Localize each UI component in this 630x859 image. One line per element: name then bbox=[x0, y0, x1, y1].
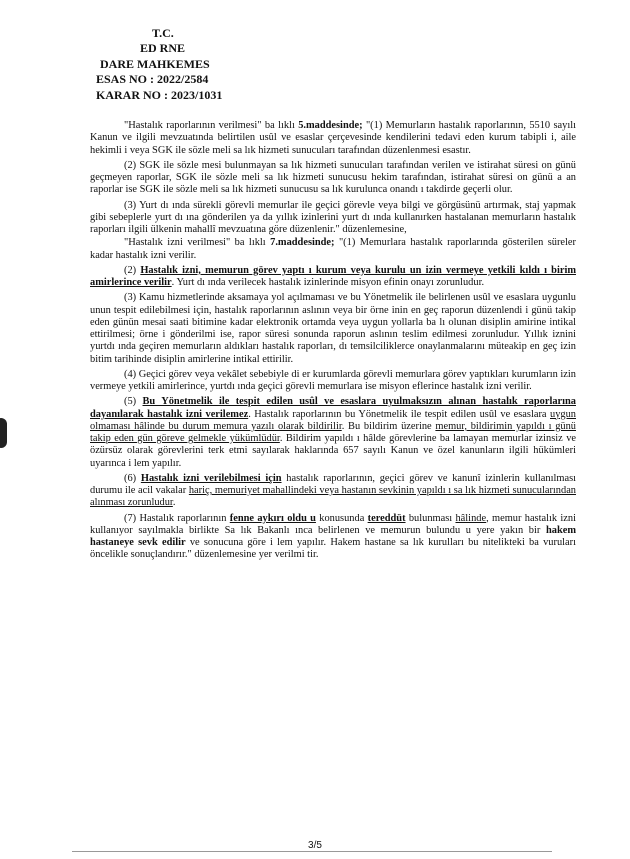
text-run: . bbox=[172, 497, 176, 509]
paragraph bbox=[90, 396, 576, 470]
text-run: (3) Yurt dı ında sürekli görevli memurlar ile geçici görevle veya bilgi ve görgüsünü artırmak, staj yapmak gibi sebeplerle yurt dı ına gönderilen ya da yıllık izinlerini yurt dı ında kullanırken hastalanan memurların hastalık raporları ilgili ülkenin mahallî mevzuatına göre düzenlenir." düzenlemesine, bbox=[90, 199, 576, 235]
page-edge-hole-mark bbox=[0, 418, 7, 448]
footer-rule bbox=[72, 851, 552, 852]
article-ref-7: 7.maddesinde; bbox=[270, 237, 335, 249]
text-run: (2) SGK ile sözle mesi bulunmayan sa lık hizmeti sunucuları tarafından verilen ve istirahat süresi on günü geçmeyen raporlar, SGK ile sözle meli sa lık hizmeti sunucusu hekim tarafından, istirahat süresi on günü a an raporlar ise SGK ile sözle meli sa lık hizmeti sunucusu sa lık kurulunca onandı ı takdirde geçerli olur. bbox=[90, 159, 576, 196]
underlined-text: hâlinde bbox=[455, 512, 487, 524]
text-run: konusunda bbox=[315, 512, 368, 524]
emphasized-text: Hastalık izni, memurun görev yaptı ı kurum veya kurulu un izin vermeye yetkili kıldı ı birim amirlerince verilir bbox=[90, 264, 577, 288]
paragraph bbox=[90, 200, 576, 237]
paragraph bbox=[90, 369, 576, 394]
paragraph bbox=[90, 292, 576, 366]
text-run: bulunması bbox=[405, 512, 456, 524]
text-run: , memur hastalık izni kullanıyor sayılmakla birlikte Sa lık Bakanlı ınca belirlenen ve memurun bulundu u yere yakın bir bbox=[90, 512, 576, 536]
paragraph bbox=[90, 120, 576, 157]
text-run: . Yurt dı ında verilecek hastalık izinlerinde misyon efinin onayı zorunludur. bbox=[171, 277, 485, 288]
text-run: . Bildirim yapıldı ı hâlde görevlerine ba lamayan memurlar izinsiz ve özürsüz olarak görevlerini terk etmi sayılarak haklarında 657 sayılı Kanun ve özel kanunların ilgili hükümleri uyarınca i lem yapılır. bbox=[90, 433, 577, 469]
paragraph bbox=[90, 513, 576, 562]
document-body bbox=[90, 120, 576, 565]
emphasized-text: Hastalık izni verilebilmesi için bbox=[140, 472, 282, 484]
emphasized-text: Bu Yönetmelik ile tespit edilen usûl ve esaslara uyulmaksızın alınan hastalık raporlarına dayanılarak hastalık izni verilemez bbox=[90, 396, 576, 420]
header-court-name: DARE MAHKEMES bbox=[100, 56, 210, 71]
emphasized-text: tereddüt bbox=[367, 512, 406, 524]
text-run: hastalık raporlarının, geçici görev ve kanunî izinlerin kullanılması durumu ile acil vakalar bbox=[90, 472, 576, 496]
paragraph bbox=[90, 265, 576, 290]
page-number: 3/5 bbox=[308, 840, 322, 851]
esas-no-row bbox=[96, 72, 222, 87]
text-run: ve sonucuna göre i lem yapılır. Hakem hastane sa lık kurulları bu nitelikteki ba vuruları öncelikle sonuçlandırır." düzenlemesine yer verilmi tir. bbox=[90, 537, 576, 561]
header-tc: T.C. bbox=[152, 26, 174, 40]
text-run: "Hastalık raporlarının verilmesi" ba lıklı bbox=[124, 120, 299, 131]
text-run: (3) Kamu hizmetlerinde aksamaya yol açılmaması ve bu Yönetmelik ile belirlenen usûl ve esaslara uygunlu unun tespit edilebilmesi için, hastalık raporlarının aslının veya bir örne inin en geç raporun düzenlendi i günü takip eden günün mesai saati bitimine kadar elektronik ortamda veya uygun yollarla ba lı olunan disiplin amirine intikal ettirilmesi; örne i gönderilmi ise, rapor süresi sonunda raporun aslının teslim edilmesi zorunludur. Yıllık iznini yurtdı ında geçiren memurların aldıkları hastalık raporları, dı temsilciliklerce onaylanmalarını müteakip en geç izin bitim tarihinde disiplin amirlerine intikal ettirilir. bbox=[90, 292, 576, 365]
text-run: . Hastalık raporlarının bu Yönetmelik ile tespit edilen usûl ve esaslara bbox=[248, 408, 551, 420]
underlined-text: uygun olmaması hâlinde bu durum memura yazılı olarak bildirilir bbox=[90, 408, 576, 432]
karar-no-value: : 2023/1031 bbox=[164, 87, 223, 102]
underlined-text: memur, bildirimin yapıldı ı günü takip eden gün göreve gelmekle yükümlüdür bbox=[90, 420, 576, 444]
text-run: "Hastalık izni verilmesi" ba lıklı bbox=[124, 237, 271, 249]
text-run: (5) bbox=[124, 396, 143, 408]
text-run: . Bu bildirim üzerine bbox=[341, 420, 436, 432]
text-run: "(1) Memurlara hastalık raporlarında gösterilen süreler kadar hastalık izni verilir. bbox=[90, 237, 576, 261]
esas-no-value: : 2022/2584 bbox=[150, 72, 209, 87]
paragraph bbox=[90, 160, 576, 197]
underlined-text: hariç, memuriyet mahallindeki veya hastanın sevkinin yapıldı ı sa lık hizmeti sunucularından alınması zorunludur bbox=[90, 485, 577, 509]
esas-no-label: ESAS NO bbox=[96, 72, 148, 87]
court-header bbox=[96, 26, 222, 103]
article-ref-5: 5.maddesinde; bbox=[298, 120, 363, 131]
text-run: (4) Geçici görev veya vekâlet sebebiyle di er kurumlarda görevli memurlara görev yaptıkları kurumların izin vermeye yetkili amirlerince, yurtdı ında geçici görevli memurlara ise misyon eflerince hastalık izni verilir. bbox=[90, 368, 576, 392]
emphasized-text: fenne aykırı oldu u bbox=[229, 512, 316, 524]
text-run: (6) bbox=[124, 472, 141, 484]
header-city: ED RNE bbox=[140, 41, 186, 56]
emphasized-text: hakem hastaneye sevk edilir bbox=[90, 524, 576, 548]
text-run: (7) Hastalık raporlarının bbox=[124, 512, 230, 524]
karar-no-label: KARAR NO bbox=[96, 87, 161, 102]
text-run: "(1) Memurların hastalık raporlarının, 5510 sayılı Kanun ve ilgili mevzuatında belirtilen usûl ve esaslar çerçevesinde kendilerini tedavi eden kurum tabipli i, aile hekimli i veya SGK ile sözle meli sa lık hizmeti sunucuları tarafından düzenlenmesi esastır. bbox=[90, 120, 576, 156]
karar-no-row bbox=[96, 88, 222, 103]
paragraph bbox=[90, 237, 576, 262]
paragraph bbox=[90, 473, 576, 510]
text-run: (2) bbox=[124, 264, 141, 276]
